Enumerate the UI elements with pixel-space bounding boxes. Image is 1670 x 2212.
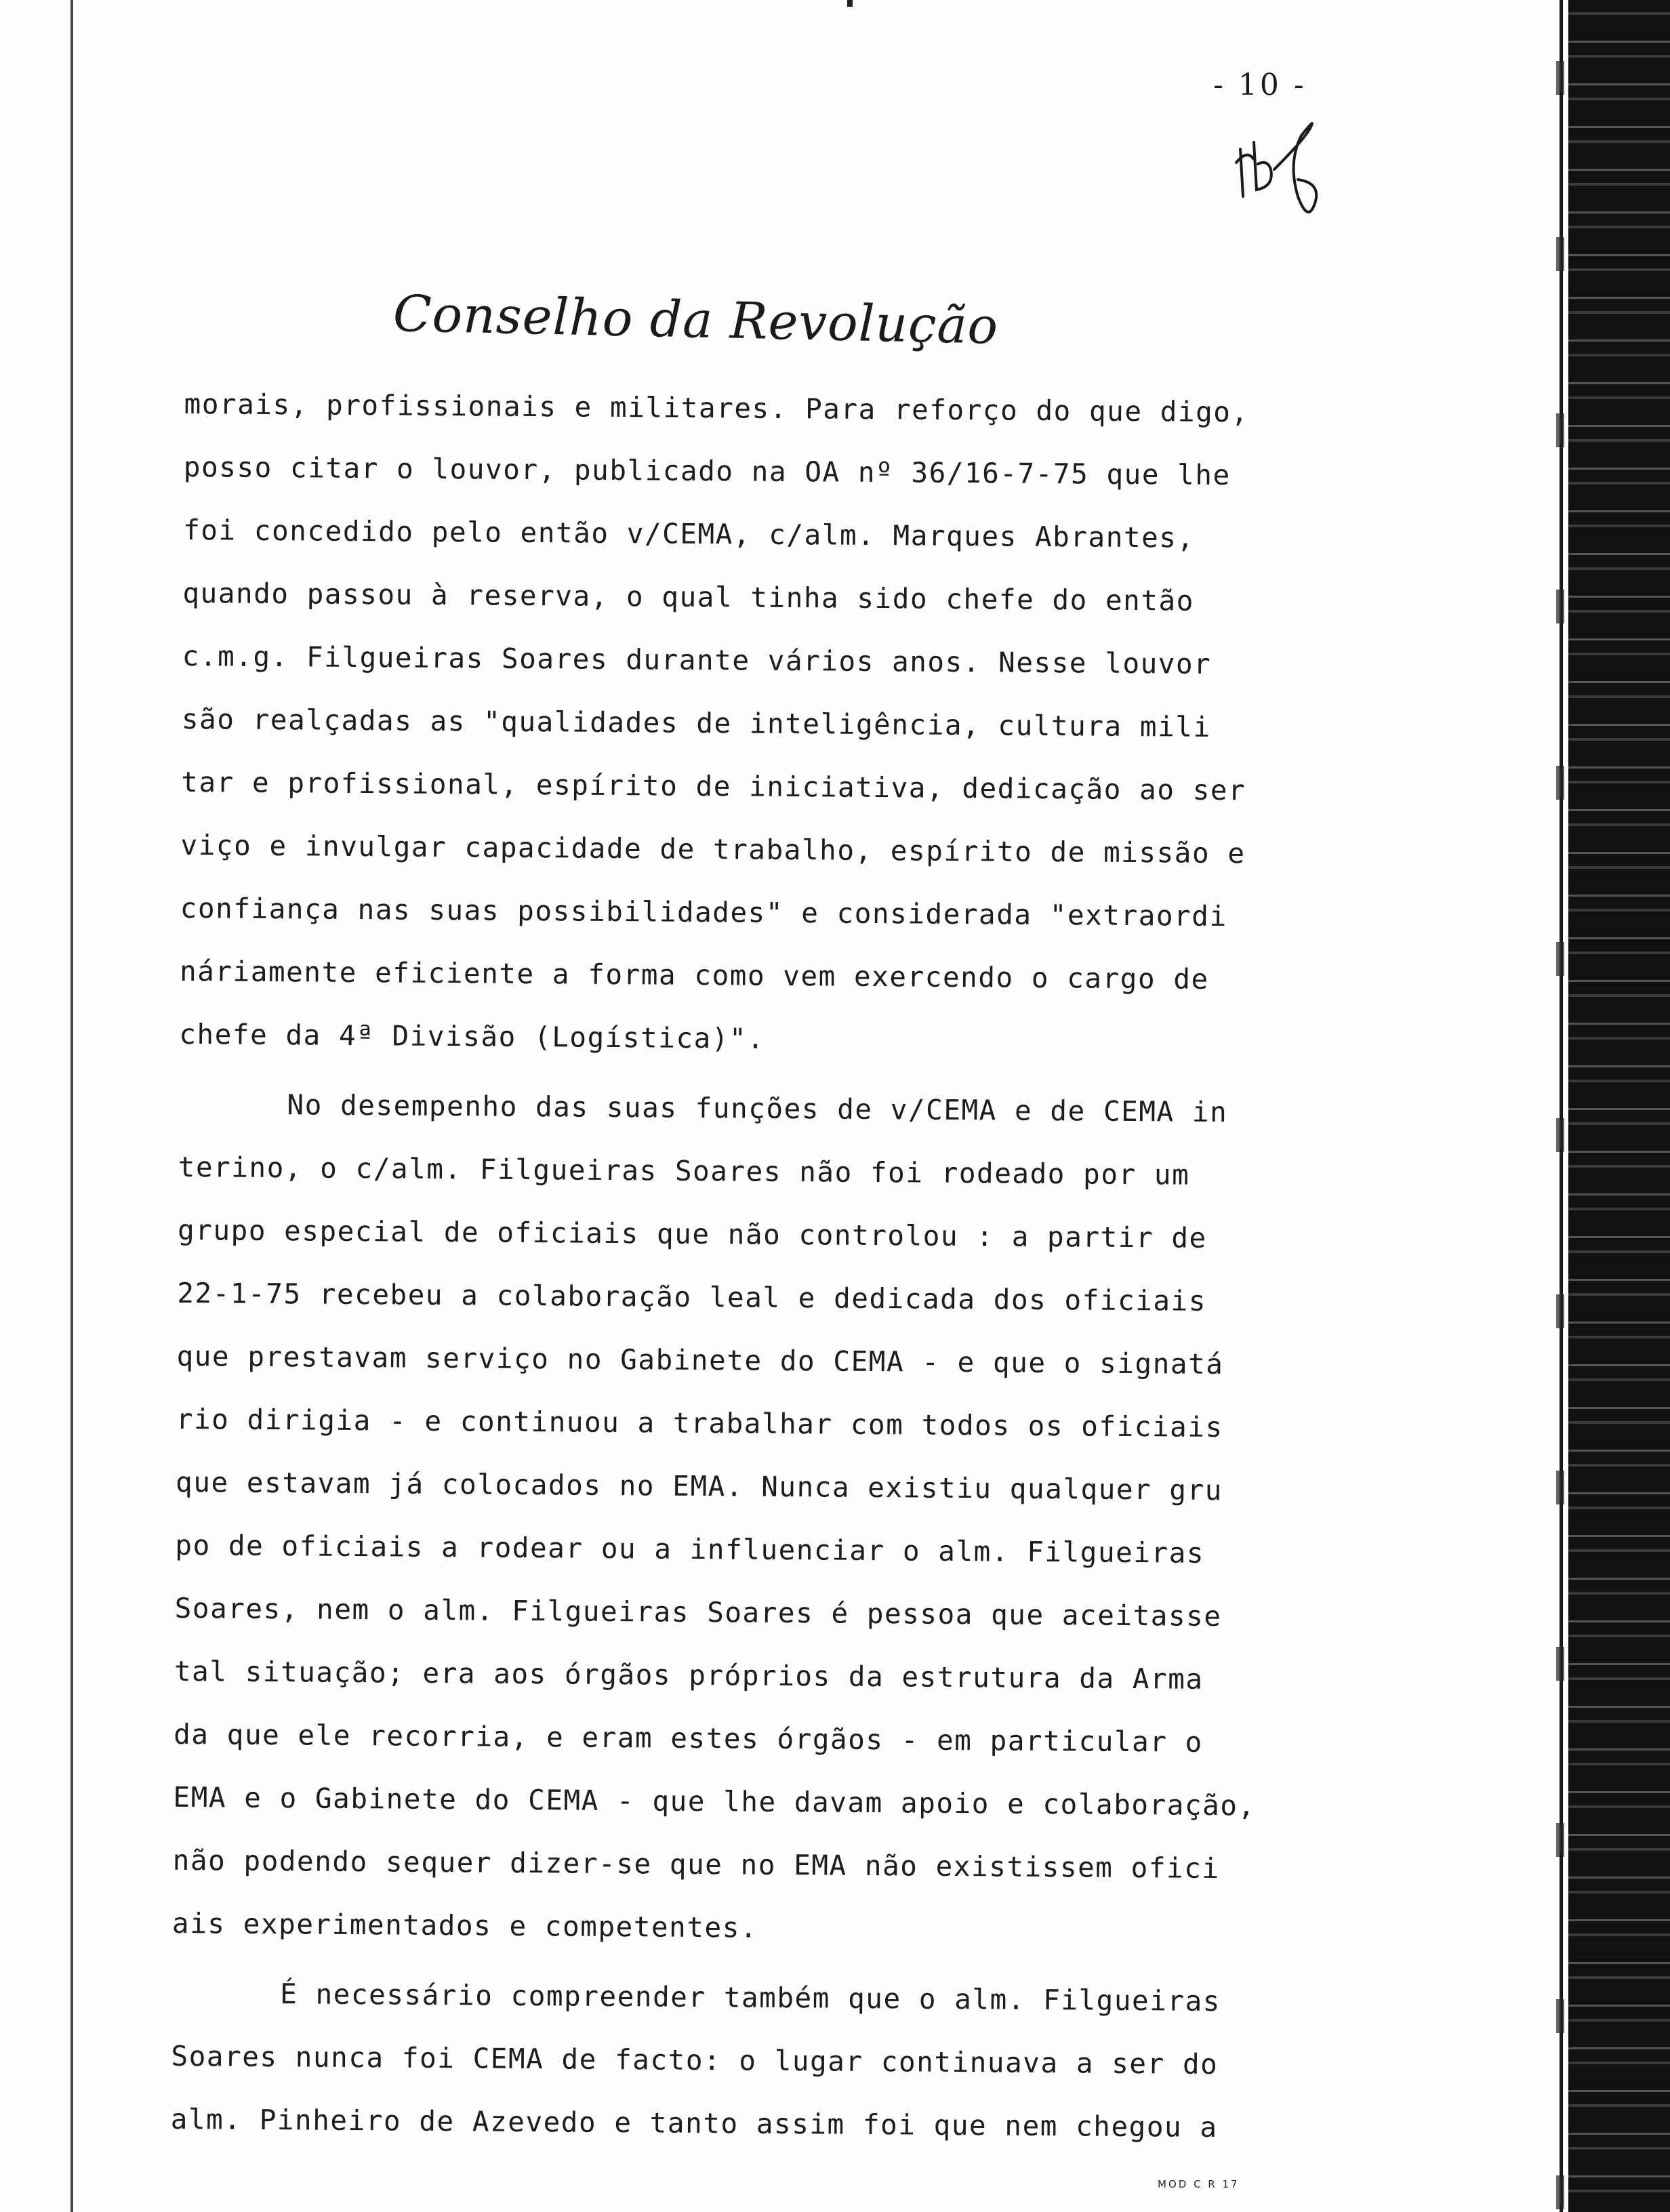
- text-line: confiança nas suas possibilidades" e considerada "extraordi: [180, 891, 1227, 933]
- left-margin-rule: [70, 0, 73, 2212]
- text-line: que prestavam serviço no Gabinete do CEMA - e que o signatá: [176, 1339, 1224, 1381]
- text-line: que estavam já colocados no EMA. Nunca existiu qualquer gru: [175, 1465, 1223, 1507]
- text-line: tal situação; era aos órgãos próprios da estrutura da Arma: [174, 1654, 1204, 1696]
- text-line: ais experimentados e competentes.: [171, 1906, 758, 1944]
- text-line: Soares, nem o alm. Filgueiras Soares é pessoa que aceitasse: [174, 1591, 1222, 1633]
- paragraph-start-line: No desempenho das suas funções de v/CEMA e de CEMA in: [287, 1088, 1228, 1129]
- text-line: são realçadas as "qualidades de inteligência, cultura mili: [181, 702, 1211, 743]
- scan-mark: [847, 0, 853, 7]
- binding-edge: [1568, 0, 1670, 2212]
- text-line: Soares nunca foi CEMA de facto: o lugar continuava a ser do: [171, 2039, 1219, 2081]
- body-text: [170, 373, 1350, 2160]
- page-number: - 10 -: [1213, 68, 1307, 102]
- text-line: EMA e o Gabinete do CEMA - que lhe davam apoio e colaboração,: [173, 1780, 1256, 1822]
- text-line: não podendo sequer dizer-se que no EMA não existissem ofici: [172, 1843, 1220, 1885]
- text-line: c.m.g. Filgueiras Soares durante vários anos. Nesse louvor: [182, 639, 1212, 680]
- text-line: foi concedido pelo então v/CEMA, c/alm. Marques Abrantes,: [182, 513, 1195, 554]
- form-code: MOD C R 17: [1158, 2178, 1240, 2190]
- paragraph-start-line: É necessário compreender também que o alm. Filgueiras: [280, 1978, 1221, 2018]
- text-line: viço e invulgar capacidade de trabalho, espírito de missão e: [180, 828, 1246, 870]
- text-line: alm. Pinheiro de Azevedo e tanto assim foi que nem chegou a: [170, 2102, 1218, 2144]
- text-line: tar e profissional, espírito de iniciativa, dedicação ao ser: [181, 765, 1246, 807]
- text-line: 22-1-75 recebeu a colaboração leal e dedicada dos oficiais: [177, 1276, 1207, 1317]
- letterhead-title: Conselho da Revolução: [392, 285, 1000, 356]
- text-line: po de oficiais a rodear ou a influenciar o alm. Filgueiras: [175, 1528, 1205, 1570]
- text-line: posso citar o louvor, publicado na OA nº 36/16-7-75 que lhe: [183, 450, 1231, 492]
- text-line: chefe da 4ª Divisão (Logística)".: [179, 1017, 765, 1055]
- text-line: da que ele recorria, e eram estes órgãos - em particular o: [174, 1717, 1204, 1759]
- text-line: quando passou à reserva, o qual tinha sido chefe do então: [182, 576, 1195, 617]
- text-line: morais, profissionais e militares. Para reforço do que digo,: [184, 387, 1249, 429]
- text-line: grupo especial de oficiais que não controlou : a partir de: [177, 1213, 1207, 1254]
- text-line: terino, o c/alm. Filgueiras Soares não foi rodeado por um: [178, 1150, 1190, 1191]
- text-line: rio dirigia - e continuou a trabalhar com todos os oficiais: [176, 1402, 1223, 1444]
- handwritten-initials: [1234, 122, 1335, 224]
- text-line: náriamente eficiente a forma como vem exercendo o cargo de: [179, 954, 1209, 996]
